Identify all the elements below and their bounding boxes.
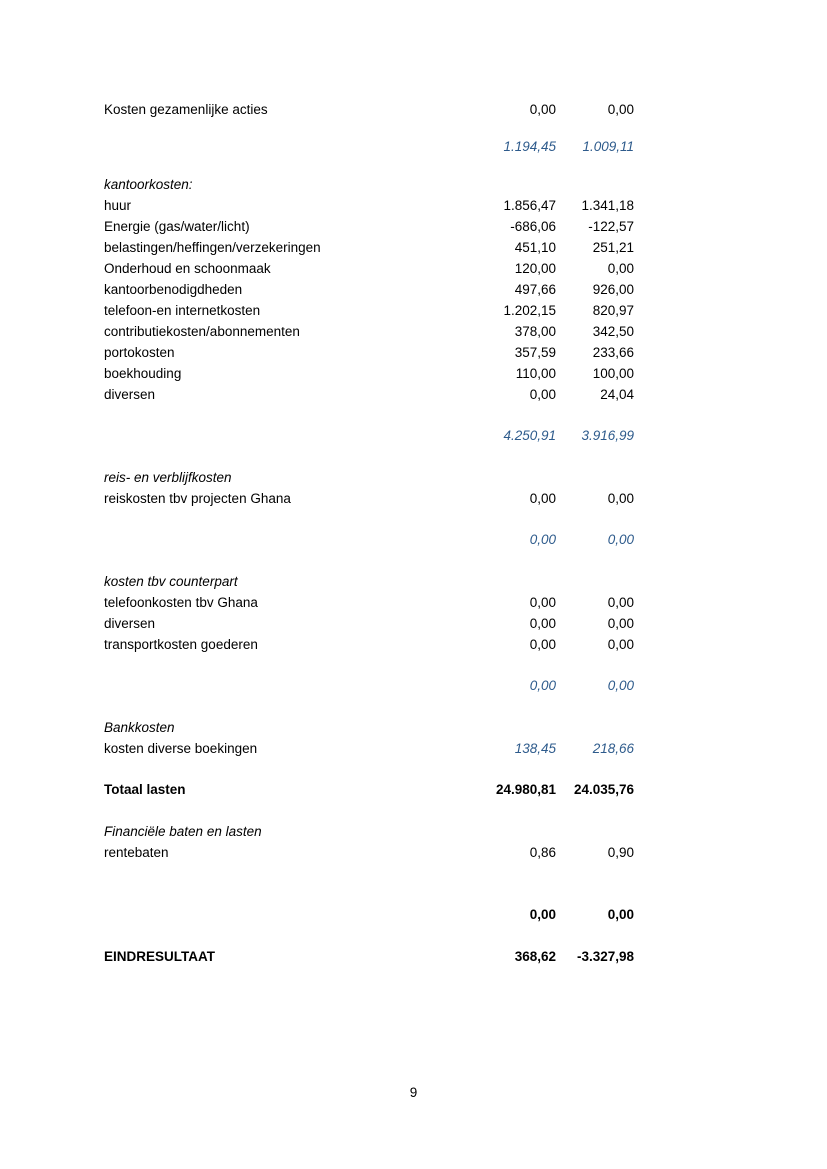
value-previous-year: 24.035,76 bbox=[573, 782, 634, 797]
row-belastingen bbox=[104, 238, 634, 258]
value-previous-year: 1.341,18 bbox=[581, 198, 634, 213]
row-onderhoud bbox=[104, 259, 634, 279]
row-telefoon-internet bbox=[104, 301, 634, 321]
section-heading: kantoorkosten: bbox=[104, 177, 193, 192]
row-label: diversen bbox=[104, 616, 156, 631]
value-previous-year: 0,00 bbox=[607, 491, 634, 506]
value-previous-year: 820,97 bbox=[592, 303, 634, 318]
subtotal-row-gezamenlijke-acties bbox=[104, 137, 634, 157]
value-current-year: -686,06 bbox=[510, 219, 556, 234]
row-energie bbox=[104, 217, 634, 237]
subtotal-previous-year: 0,00 bbox=[607, 678, 634, 693]
section-heading-reiskosten bbox=[104, 468, 634, 488]
row-kosten-diverse-boekingen bbox=[104, 739, 634, 759]
row-label: rentebaten bbox=[104, 845, 169, 860]
row-label: kosten diverse boekingen bbox=[104, 741, 258, 756]
value-previous-year: 218,66 bbox=[592, 741, 634, 756]
subtotal-row-financieel bbox=[104, 905, 634, 925]
subtotal-current-year: 1.194,45 bbox=[503, 139, 556, 154]
value-current-year: 497,66 bbox=[514, 282, 556, 297]
row-telefoonkosten-ghana bbox=[104, 593, 634, 613]
value-previous-year: -122,57 bbox=[588, 219, 634, 234]
row-contributiekosten bbox=[104, 322, 634, 342]
row-kosten-gezamenlijke-acties bbox=[104, 100, 634, 120]
value-current-year: 1.856,47 bbox=[503, 198, 556, 213]
value-previous-year: 251,21 bbox=[592, 240, 634, 255]
page-number: 9 bbox=[409, 1085, 418, 1100]
row-label: Kosten gezamenlijke acties bbox=[104, 102, 268, 117]
section-heading: reis- en verblijfkosten bbox=[104, 470, 232, 485]
section-heading: Financiële baten en lasten bbox=[104, 824, 262, 839]
value-previous-year: 233,66 bbox=[592, 345, 634, 360]
value-previous-year: 0,00 bbox=[607, 616, 634, 631]
row-boekhouding bbox=[104, 364, 634, 384]
subtotal-previous-year: 1.009,11 bbox=[582, 139, 634, 154]
value-previous-year: 0,00 bbox=[607, 102, 634, 117]
row-label: contributiekosten/abonnementen bbox=[104, 324, 300, 339]
section-heading-counterpart bbox=[104, 572, 634, 592]
value-current-year: 138,45 bbox=[514, 741, 556, 756]
row-label: transportkosten goederen bbox=[104, 637, 258, 652]
value-current-year: 0,00 bbox=[529, 616, 556, 631]
subtotal-row-kantoorkosten bbox=[104, 426, 634, 446]
row-reiskosten-ghana bbox=[104, 489, 634, 509]
value-current-year: 357,59 bbox=[514, 345, 556, 360]
row-label: kantoorbenodigdheden bbox=[104, 282, 243, 297]
subtotal-previous-year: 0,00 bbox=[607, 907, 634, 922]
section-heading: kosten tbv counterpart bbox=[104, 574, 238, 589]
value-previous-year: 0,00 bbox=[607, 595, 634, 610]
value-previous-year: -3.327,98 bbox=[576, 949, 634, 964]
value-current-year: 0,00 bbox=[529, 102, 556, 117]
subtotal-current-year: 4.250,91 bbox=[503, 428, 556, 443]
section-heading-bankkosten bbox=[104, 718, 634, 738]
row-label: huur bbox=[104, 198, 132, 213]
section-heading: Bankkosten bbox=[104, 720, 175, 735]
value-previous-year: 926,00 bbox=[592, 282, 634, 297]
value-current-year: 378,00 bbox=[514, 324, 556, 339]
row-label: telefoonkosten tbv Ghana bbox=[104, 595, 258, 610]
row-diversen-counterpart bbox=[104, 614, 634, 634]
row-diversen bbox=[104, 385, 634, 405]
row-label: Totaal lasten bbox=[104, 782, 186, 797]
value-previous-year: 342,50 bbox=[592, 324, 634, 339]
value-previous-year: 0,00 bbox=[607, 637, 634, 652]
row-label: boekhouding bbox=[104, 366, 182, 381]
row-label: diversen bbox=[104, 387, 156, 402]
row-label: Onderhoud en schoonmaak bbox=[104, 261, 271, 276]
subtotal-current-year: 0,00 bbox=[529, 678, 556, 693]
value-current-year: 1.202,15 bbox=[503, 303, 556, 318]
value-current-year: 0,86 bbox=[529, 845, 556, 860]
row-label: portokosten bbox=[104, 345, 175, 360]
section-heading-kantoorkosten bbox=[104, 175, 634, 195]
value-current-year: 110,00 bbox=[515, 366, 556, 381]
row-label: telefoon-en internetkosten bbox=[104, 303, 261, 318]
subtotal-row-reiskosten bbox=[104, 530, 634, 550]
row-totaal-lasten bbox=[104, 780, 634, 800]
row-portokosten bbox=[104, 343, 634, 363]
row-label: EINDRESULTAAT bbox=[104, 949, 215, 964]
row-label: reiskosten tbv projecten Ghana bbox=[104, 491, 291, 506]
row-kantoorbenodigdheden bbox=[104, 280, 634, 300]
value-current-year: 451,10 bbox=[514, 240, 556, 255]
value-current-year: 0,00 bbox=[529, 595, 556, 610]
value-current-year: 0,00 bbox=[529, 387, 556, 402]
row-label: Energie (gas/water/licht) bbox=[104, 219, 250, 234]
subtotal-current-year: 0,00 bbox=[529, 532, 556, 547]
row-transportkosten bbox=[104, 635, 634, 655]
subtotal-previous-year: 0,00 bbox=[607, 532, 634, 547]
row-rentebaten bbox=[104, 843, 634, 863]
subtotal-previous-year: 3.916,99 bbox=[581, 428, 634, 443]
value-previous-year: 100,00 bbox=[592, 366, 634, 381]
row-eindresultaat bbox=[104, 947, 634, 967]
value-current-year: 0,00 bbox=[529, 491, 556, 506]
value-current-year: 24.980,81 bbox=[495, 782, 556, 797]
subtotal-current-year: 0,00 bbox=[529, 907, 556, 922]
value-current-year: 120,00 bbox=[514, 261, 556, 276]
subtotal-row-counterpart bbox=[104, 676, 634, 696]
section-heading-financiele-baten bbox=[104, 822, 634, 842]
value-previous-year: 0,90 bbox=[607, 845, 634, 860]
value-current-year: 368,62 bbox=[514, 949, 556, 964]
value-current-year: 0,00 bbox=[529, 637, 556, 652]
row-huur bbox=[104, 196, 634, 216]
value-previous-year: 0,00 bbox=[607, 261, 634, 276]
value-previous-year: 24,04 bbox=[600, 387, 634, 402]
row-label: belastingen/heffingen/verzekeringen bbox=[104, 240, 321, 255]
